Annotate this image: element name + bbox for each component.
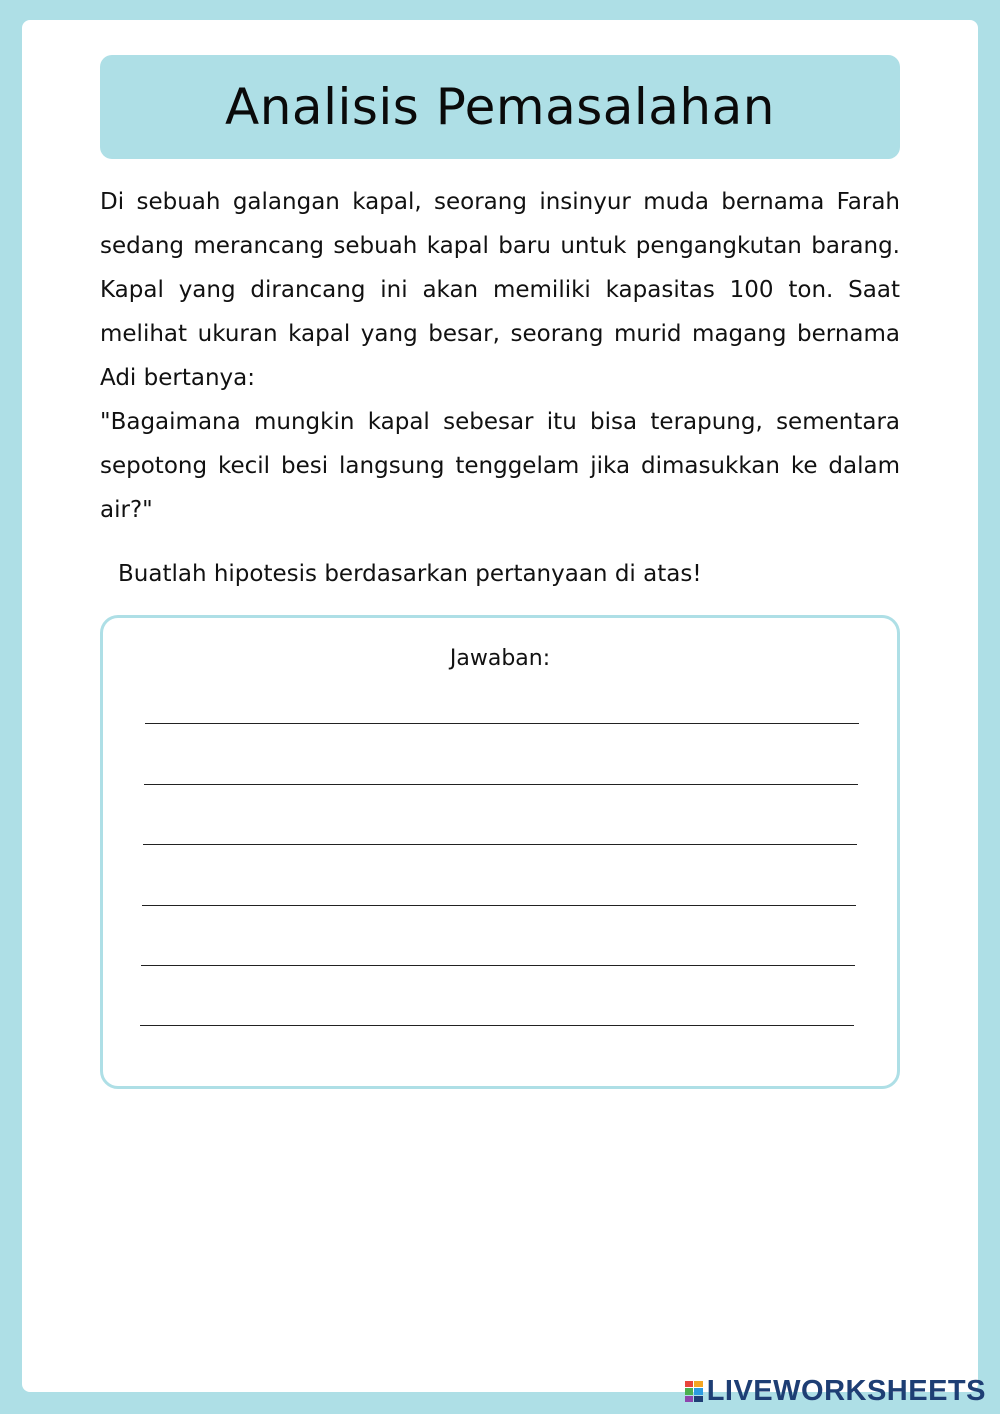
answer-label: Jawaban: <box>449 646 551 671</box>
instruction-text: Buatlah hipotesis berdasarkan pertanyaan di atas! <box>118 561 702 587</box>
page-title: Analisis Pemasalahan <box>225 78 775 136</box>
answer-line[interactable] <box>143 844 857 845</box>
story-paragraph: Di sebuah galangan kapal, seorang insinyur muda bernama Farah sedang merancang sebuah kapal baru untuk pengangkutan barang. Kapal yang dirancang ini akan memiliki kapasitas 100 ton. Saat melihat ukuran kapal yang besar, seorang murid magang bernama Adi bertanya: <box>100 189 900 391</box>
title-banner <box>100 55 900 159</box>
answer-line[interactable] <box>144 784 858 785</box>
answer-line[interactable] <box>145 723 859 724</box>
answer-line[interactable] <box>142 905 856 906</box>
answer-line[interactable] <box>141 965 855 966</box>
story-question: "Bagaimana mungkin kapal sebesar itu bisa terapung, sementara sepotong kecil besi langsung tenggelam jika dimasukkan ke dalam air?" <box>100 409 900 523</box>
liveworksheets-logo-icon <box>685 1381 703 1403</box>
liveworksheets-brand[interactable] <box>685 1375 986 1408</box>
brand-name: LIVEWORKSHEETS <box>706 1375 986 1407</box>
story-text <box>100 180 900 532</box>
answer-line[interactable] <box>140 1025 854 1026</box>
answer-box[interactable] <box>100 615 900 1089</box>
